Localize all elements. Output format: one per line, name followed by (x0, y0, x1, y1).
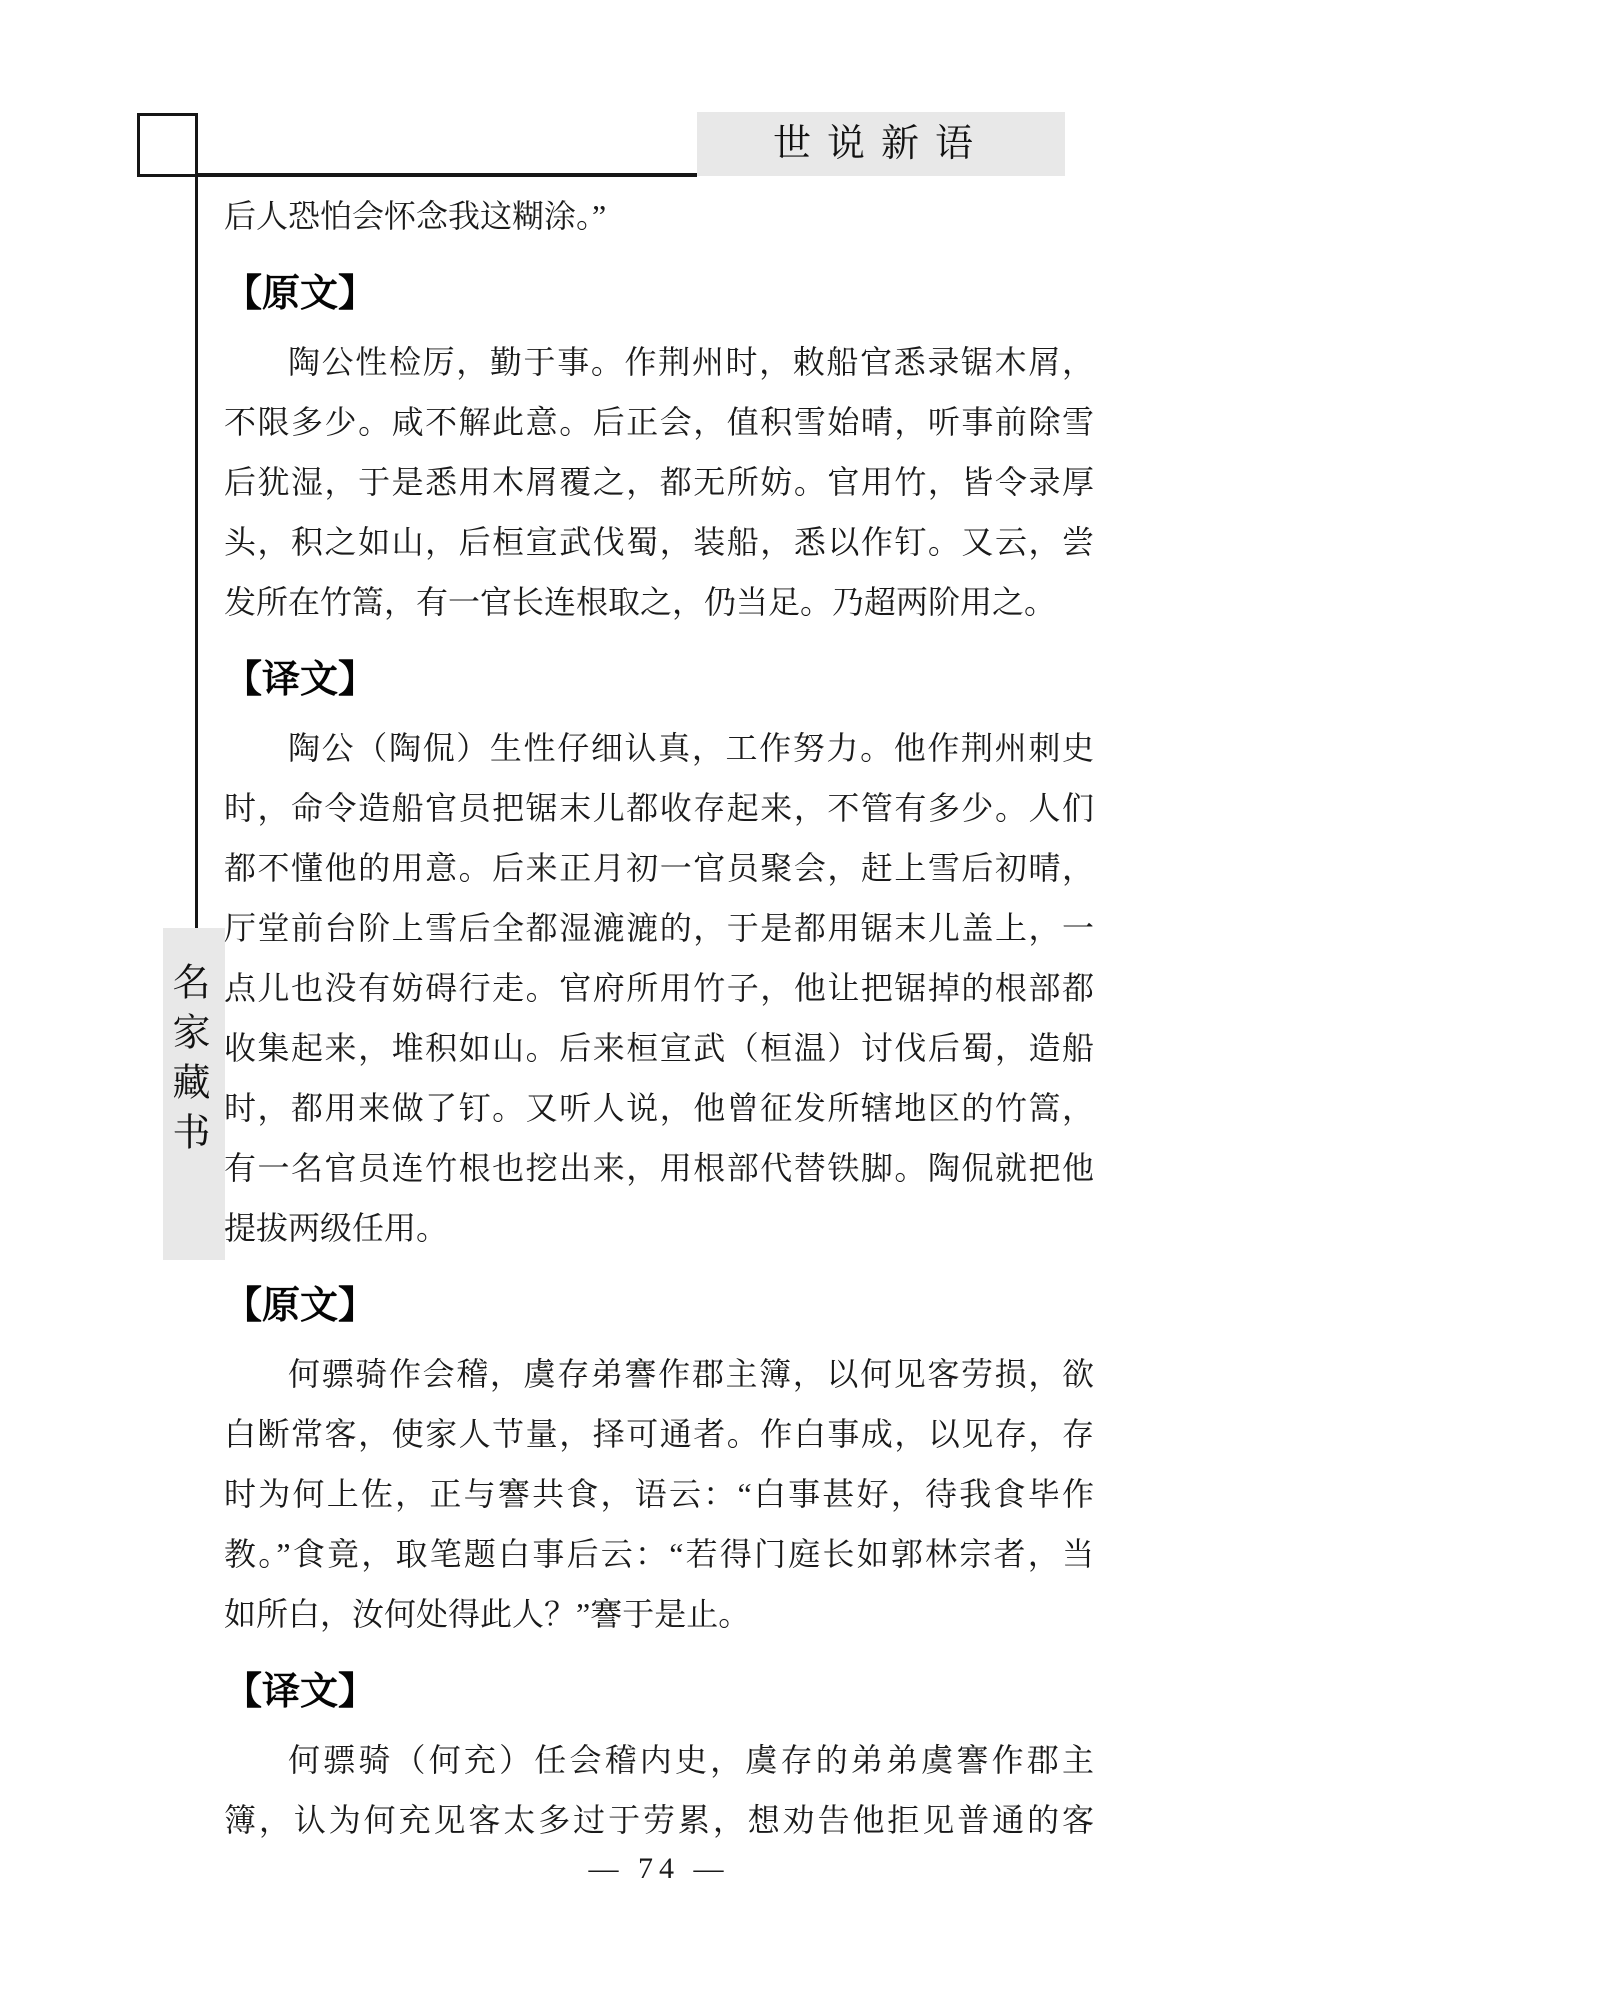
page-footer (224, 1852, 1094, 1886)
section-heading: 【译文】 (224, 1671, 377, 1713)
text-line: 如所白，汝何处得此人？”謇于是止。 (224, 1596, 751, 1632)
text-line: 教。”食竟，取笔题白事后云：“若得门庭长如郭林宗者，当 (224, 1536, 1094, 1572)
running-head-title (697, 112, 1065, 176)
text-line: 都不懂他的用意。后来正月初一官员聚会，赶上雪后初晴， (224, 850, 1094, 886)
text-line: 何骠骑（何充）任会稽内史，虞存的弟弟虞謇作郡主 (288, 1742, 1094, 1778)
text-line: 收集起来，堆积如山。后来桓宣武（桓温）讨伐后蜀，造船 (224, 1030, 1094, 1066)
paragraph (224, 186, 1094, 246)
text-line: 发所在竹篙，有一官长连根取之，仍当足。乃超两阶用之。 (224, 584, 1057, 620)
content-blocks (224, 186, 1094, 1850)
text-line: 厅堂前台阶上雪后全都湿漉漉的，于是都用锯末儿盖上，一 (224, 910, 1094, 946)
paragraph (224, 718, 1094, 1258)
section-heading: 【原文】 (224, 273, 377, 315)
paragraph (224, 332, 1094, 632)
paragraph (224, 1730, 1094, 1850)
collection-label: 名家藏书 (166, 962, 208, 1162)
text-line: 点儿也没有妨碍行走。官府所用竹子，他让把锯掉的根部都 (224, 970, 1094, 1006)
text-line: 时，都用来做了钉。又听人说，他曾征发所辖地区的竹篙， (224, 1090, 1094, 1126)
text-line: 提拔两级任用。 (224, 1210, 449, 1246)
text-line: 陶公（陶侃）生性仔细认真，工作努力。他作荆州刺史 (288, 730, 1094, 766)
text-line: 不限多少。咸不解此意。后正会，值积雪始晴，听事前除雪 (224, 404, 1094, 440)
page-number: — 74 — (588, 1852, 730, 1885)
paragraph (224, 1344, 1094, 1644)
text-line: 有一名官员连竹根也挖出来，用根部代替铁脚。陶侃就把他 (224, 1150, 1094, 1186)
corner-frame-box (137, 113, 198, 177)
book-title: 世说新语 (772, 123, 989, 165)
section-heading: 【译文】 (224, 659, 377, 701)
text-line: 时为何上佐，正与謇共食，语云：“白事甚好，待我食毕作 (224, 1476, 1094, 1512)
text-line: 簿，认为何充见客太多过于劳累，想劝告他拒见普通的客 (224, 1802, 1094, 1838)
text-line: 时，命令造船官员把锯末儿都收存起来，不管有多少。人们 (224, 790, 1094, 826)
text-line: 后犹湿，于是悉用木屑覆之，都无所妨。官用竹，皆令录厚 (224, 464, 1094, 500)
left-vertical-rule (195, 173, 198, 928)
text-line: 白断常客，使家人节量，择可通者。作白事成，以见存，存 (224, 1416, 1094, 1452)
section-heading: 【原文】 (224, 1285, 377, 1327)
header-rule (198, 173, 697, 177)
text-line: 头，积之如山，后桓宣武伐蜀，装船，悉以作钉。又云，尝 (224, 524, 1094, 560)
text-line: 何骠骑作会稽，虞存弟謇作郡主簿，以何见客劳损，欲 (288, 1356, 1094, 1392)
collection-sidebar (163, 928, 225, 1260)
text-line: 陶公性检厉，勤于事。作荆州时，敕船官悉录锯木屑， (288, 344, 1094, 380)
text-line: 后人恐怕会怀念我这糊涂。” (224, 198, 607, 234)
